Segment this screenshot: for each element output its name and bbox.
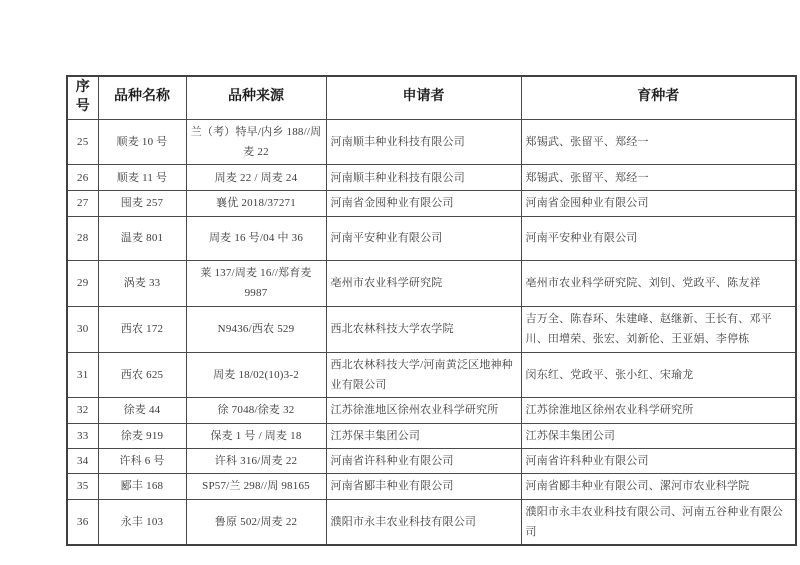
cell-breeder: 郑锡武、张留平、郑经一 [521,165,796,191]
cell-variety-name: 顺麦 11 号 [98,165,186,191]
cell-breeder: 河南平安种业有限公司 [521,216,796,260]
cell-variety-name: 徐麦 919 [98,423,186,448]
cell-applicant: 河南省许科种业有限公司 [326,448,521,473]
cell-breeder: 郑锡武、张留平、郑经一 [521,119,796,165]
table-row [67,499,796,545]
cell-breeder: 江苏徐淮地区徐州农业科学研究所 [521,398,796,423]
cell-breeder: 河南省许科种业有限公司 [521,448,796,473]
cell-variety-source: 襄优 2018/37271 [186,191,326,216]
cell-applicant: 江苏徐淮地区徐州农业科学研究所 [326,398,521,423]
cell-variety-name: 徐麦 44 [98,398,186,423]
cell-applicant: 河南平安种业有限公司 [326,216,521,260]
col-header-no: 序号 [67,76,98,119]
cell-applicant: 河南省金囤种业有限公司 [326,191,521,216]
cell-variety-source: N9436/西农 529 [186,306,326,352]
cell-variety-source: SP57/兰 298//周 98165 [186,474,326,499]
cell-applicant: 亳州市农业科学研究院 [326,260,521,306]
table-header-row [67,76,796,119]
cell-variety-name: 西农 625 [98,352,186,398]
cell-no: 30 [67,306,98,352]
cell-no: 27 [67,191,98,216]
cell-variety-name: 西农 172 [98,306,186,352]
table-row [67,119,796,165]
cell-breeder: 河南省金囤种业有限公司 [521,191,796,216]
cell-breeder: 亳州市农业科学研究院、刘钊、党政平、陈友祥 [521,260,796,306]
cell-variety-name: 永丰 103 [98,499,186,545]
table-row [67,423,796,448]
cell-applicant: 河南顺丰种业科技有限公司 [326,165,521,191]
cell-variety-name: 囤麦 257 [98,191,186,216]
col-header-applicant: 申请者 [326,76,521,119]
table-row [67,448,796,473]
cell-breeder: 河南省郾丰种业有限公司、漯河市农业科学院 [521,474,796,499]
cell-applicant: 濮阳市永丰农业科技有限公司 [326,499,521,545]
table-row [67,216,796,260]
cell-applicant: 西北农林科技大学/河南黄泛区地神种业有限公司 [326,352,521,398]
cell-variety-source: 鲁原 502/周麦 22 [186,499,326,545]
cell-breeder: 闵东红、党政平、张小红、宋瑜龙 [521,352,796,398]
cell-variety-name: 郾丰 168 [98,474,186,499]
cell-variety-source: 保麦 1 号 / 周麦 18 [186,423,326,448]
cell-variety-name: 顺麦 10 号 [98,119,186,165]
cell-no: 29 [67,260,98,306]
cell-breeder: 濮阳市永丰农业科技有限公司、河南五谷种业有限公司 [521,499,796,545]
table-row [67,352,796,398]
cell-variety-source: 周麦 18/02(10)3-2 [186,352,326,398]
table-row [67,398,796,423]
cell-no: 28 [67,216,98,260]
cell-breeder: 江苏保丰集团公司 [521,423,796,448]
cell-variety-name: 温麦 801 [98,216,186,260]
cell-no: 26 [67,165,98,191]
cell-applicant: 河南省郾丰种业有限公司 [326,474,521,499]
cell-no: 32 [67,398,98,423]
cell-applicant: 江苏保丰集团公司 [326,423,521,448]
cell-applicant: 西北农林科技大学农学院 [326,306,521,352]
cell-applicant: 河南顺丰种业科技有限公司 [326,119,521,165]
cell-variety-source: 徐 7048/徐麦 32 [186,398,326,423]
table-row [67,165,796,191]
cell-breeder: 吉万全、陈春环、朱建峰、赵继新、王长有、邓平川、田增荣、张宏、刘新伦、王亚娟、李停栋 [521,306,796,352]
table-row [67,191,796,216]
table-row [67,306,796,352]
cell-variety-source: 许科 316/周麦 22 [186,448,326,473]
cell-no: 34 [67,448,98,473]
table-row [67,260,796,306]
cell-no: 33 [67,423,98,448]
wheat-variety-table [66,75,797,546]
cell-no: 25 [67,119,98,165]
col-header-breeder: 育种者 [521,76,796,119]
cell-variety-name: 许科 6 号 [98,448,186,473]
cell-variety-name: 涡麦 33 [98,260,186,306]
cell-no: 36 [67,499,98,545]
cell-variety-source: 周麦 22 / 周麦 24 [186,165,326,191]
table-row [67,474,796,499]
cell-variety-source: 周麦 16 号/04 中 36 [186,216,326,260]
cell-no: 35 [67,474,98,499]
cell-variety-source: 莱 137/周麦 16//郑育麦 9987 [186,260,326,306]
cell-no: 31 [67,352,98,398]
cell-variety-source: 兰（考）特早/内乡 188//周麦 22 [186,119,326,165]
col-header-variety-name: 品种名称 [98,76,186,119]
col-header-variety-source: 品种来源 [186,76,326,119]
